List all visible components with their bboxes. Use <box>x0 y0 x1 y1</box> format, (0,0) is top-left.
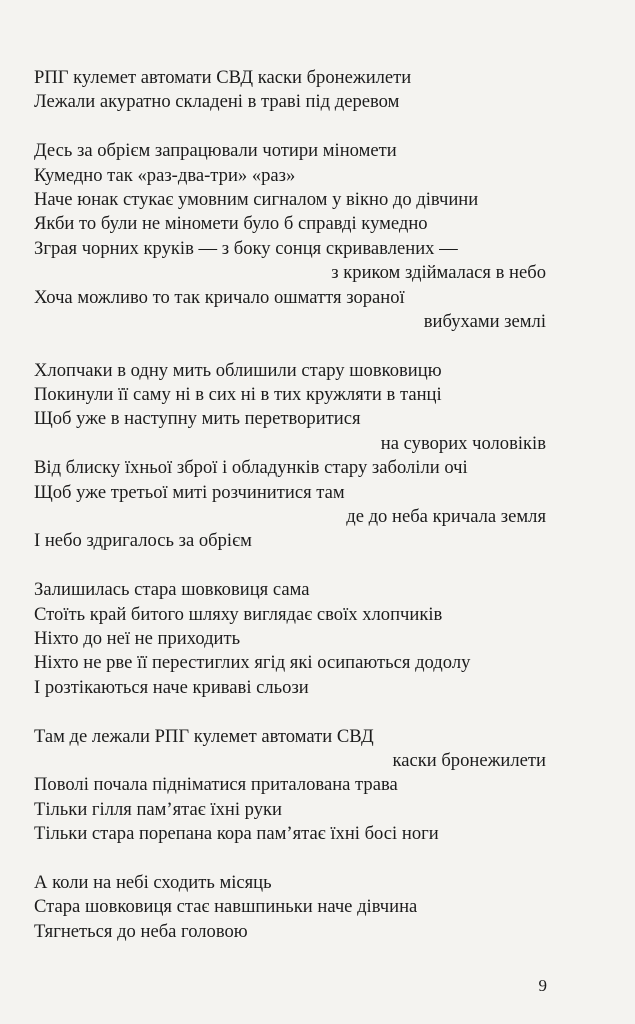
poem-line: з криком здіймалася в небо <box>331 262 546 284</box>
poem-body <box>34 66 546 944</box>
stanza-gap <box>34 115 546 139</box>
poem-line: І небо здригалось за обрієм <box>34 530 252 552</box>
stanza <box>34 871 546 944</box>
stanza <box>34 578 546 700</box>
poem-line: Десь за обрієм запрацювали чотири міномети <box>34 140 397 162</box>
poem-line: Стоїть край битого шляху виглядає своїх хлопчиків <box>34 603 443 625</box>
poem-line: Хоча можливо то так кричало ошмаття зораної <box>34 286 405 308</box>
poem-line: Щоб уже третьої миті розчинитися там <box>34 481 345 503</box>
stanza <box>34 66 546 115</box>
stanza <box>34 725 546 847</box>
stanza <box>34 359 546 554</box>
poem-line: Хлопчаки в одну мить облишили стару шовковицю <box>34 359 442 381</box>
page-number: 9 <box>538 976 547 995</box>
poem-line: на суворих чоловіків <box>380 432 546 454</box>
poem-line: Ніхто до неї не приходить <box>34 627 241 649</box>
show-through-text <box>538 60 635 940</box>
poem-line: Стара шовковиця стає навшпиньки наче дівчина <box>34 896 418 918</box>
poem-line: каски бронежилети <box>392 749 546 771</box>
poem-line: Покинули її саму ні в сих ні в тих кружляти в танці <box>34 384 442 406</box>
poem-line: Кумедно так «раз-два-три» «раз» <box>34 164 296 186</box>
poem-line: Поволі почала підніматися приталована трава <box>34 774 398 796</box>
poem-line: А коли на небі сходить місяць <box>34 871 272 893</box>
poem-line: І розтікаються наче криваві сльози <box>34 676 309 698</box>
poem-line: Лежали акуратно складені в траві під деревом <box>34 91 400 113</box>
poem-line: Наче юнак стукає умовним сигналом у вікно до дівчини <box>34 188 479 210</box>
poem-line: Ніхто не рве її перестиглих ягід які осипаються додолу <box>34 652 471 674</box>
poem-line: вибухами землі <box>423 310 546 332</box>
stanza <box>34 139 546 334</box>
poem-line: Тільки гілля пам’ятає їхні руки <box>34 798 282 820</box>
poem-line: Залишилась стара шовковиця сама <box>34 579 310 601</box>
stanza-gap <box>34 847 546 871</box>
poem-line: Тягнеться до неба головою <box>34 920 248 942</box>
poem-line: Зграя чорних круків — з боку сонця скривавлених — <box>34 237 458 259</box>
poem-line: Щоб уже в наступну мить перетворитися <box>34 408 361 430</box>
poem-line: РПГ кулемет автомати СВД каски бронежилети <box>34 67 412 88</box>
poem-line: Тільки стара порепана кора пам’ятає їхні босі ноги <box>34 823 439 845</box>
poem-line: Від блиску їхньої зброї і обладунків стару заболіли очі <box>34 457 468 479</box>
poem-line: Там де лежали РПГ кулемет автомати СВД <box>34 725 374 747</box>
poem-line: де до неба кричала земля <box>346 506 546 528</box>
stanza-gap <box>34 700 546 724</box>
stanza-gap <box>34 334 546 358</box>
poem-line: Якби то були не міномети було б справді кумедно <box>34 213 428 235</box>
stanza-gap <box>34 554 546 578</box>
